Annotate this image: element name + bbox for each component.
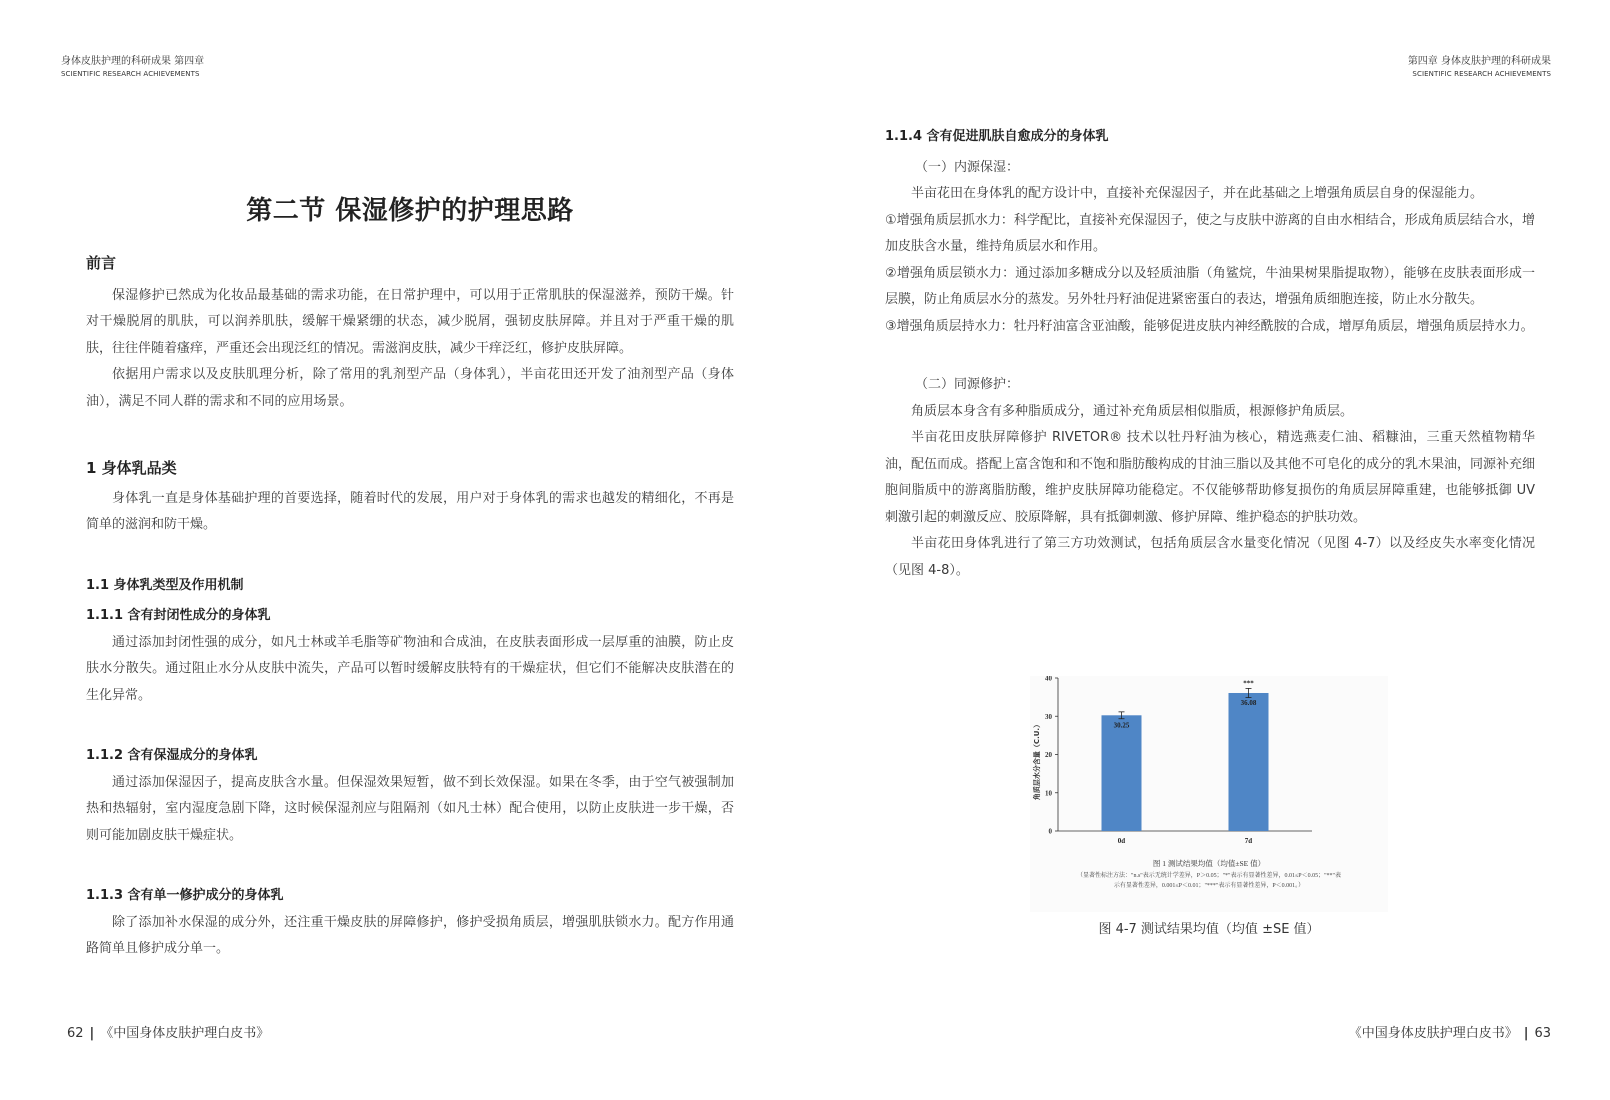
figure-note-line-1: （显著性标注方法："n.s"表示无统计学差异，P＞0.05；"*"表示有显著性差异，0.01≤P＜0.05；"**"表 <box>1077 873 1341 879</box>
book-title: 《中国身体皮肤护理白皮书》 <box>100 1026 270 1041</box>
body-paragraph: 角质层本身含有多种脂质成分，通过补充角质层相似脂质，根源修护角质层。 <box>911 403 1354 419</box>
subheading-same-source-repair: （二）同源修护： <box>915 377 1020 392</box>
body-paragraph: 半亩花田身体乳进行了第三方功效测试，包括角质层含水量变化情况（见图 4-7）以及经皮失水率变化情况（见图 4-8）。 <box>885 536 1535 578</box>
body-paragraph: 半亩花田皮肤屏障修护 RIVETOR® 技术以牡丹籽油为核心，精选燕麦仁油、稻糠油，三重天然植物精华油，配伍而成。搭配上富含饱和和不饱和脂肪酸构成的甘油三脂以及其他不可皂化的成分的乳木果油，同源补充细胞间脂质中的游离脂肪酸，维护皮肤屏障功能稳定。不仅能够帮助修复损伤的角质层屏障重建，也能够抵御 UV 刺激引起的刺激反应、胶原降解，具有抵御刺激、修护屏障、维护稳态的护肤功效。 <box>885 430 1536 525</box>
significance-label: *** <box>1243 679 1254 688</box>
y-tick-label: 40 <box>1045 676 1052 683</box>
section-title: 第二节 保湿修护的护理思路 <box>246 196 574 226</box>
y-tick-label: 30 <box>1045 712 1052 721</box>
running-head-subtitle: SCIENTIFIC RESEARCH ACHIEVEMENTS <box>1412 70 1551 78</box>
bar-chart <box>1030 676 1388 912</box>
heading-1-1-1: 1.1.1 含有封闭性成分的身体乳 <box>86 608 271 623</box>
data-label: 30.25 <box>1113 721 1130 730</box>
y-axis-label: 角质层水分含量（C.U.） <box>1033 720 1041 801</box>
heading-1-1: 1.1 身体乳类型及作用机制 <box>86 577 244 593</box>
body-paragraph: 除了添加补水保湿的成分外，还注重干燥皮肤的屏障修护，修护受损角质层，增强肌肤锁水力。配方作用通路简单且修护成分单一。 <box>86 914 734 956</box>
body-paragraph: 通过添加保湿因子，提高皮肤含水量。但保湿效果短暂，做不到长效保湿。如果在冬季，由于空气被强制加热和热辐射，室内湿度急剧下降，这时候保湿剂应与阻隔剂（如凡士林）配合使用，以防止皮肤进一步干燥，否则可能加剧皮肤干燥症状。 <box>86 774 734 843</box>
list-item: ③增强角质层持水力：牡丹籽油富含亚油酸，能够促进皮肤内神经酰胺的合成，增厚角质层，增强角质层持水力。 <box>885 318 1534 334</box>
running-head-title: 身体皮肤护理的科研成果 第四章 <box>61 56 205 67</box>
y-tick-label: 20 <box>1045 751 1052 759</box>
heading-1-1-2: 1.1.2 含有保湿成分的身体乳 <box>86 748 258 763</box>
heading-1-1-3: 1.1.3 含有单一修护成分的身体乳 <box>86 888 284 903</box>
bar <box>1229 693 1269 831</box>
preface-paragraph: 依据用户需求以及皮肤肌理分析，除了常用的乳剂型产品（身体乳），半亩花田还开发了油剂型产品（身体油），满足不同人群的需求和不同的应用场景。 <box>86 367 734 409</box>
figure-4-7 <box>1030 676 1388 912</box>
heading-1: 1 身体乳品类 <box>86 459 177 477</box>
y-tick-label: 0 <box>1048 827 1052 836</box>
bar <box>1102 715 1142 831</box>
page-number: 62 <box>67 1026 84 1041</box>
body-paragraph: 通过添加封闭性强的成分，如凡士林或羊毛脂等矿物油和合成油，在皮肤表面形成一层厚重的油膜，防止皮肤水分散失。通过阻止水分从皮肤中流失，产品可以暂时缓解皮肤特有的干燥症状，但它们不能解决皮肤潜在的生化异常。 <box>86 634 734 703</box>
figure-inner-caption: 图 1 测试结果均值（均值±SE 值） <box>1152 859 1266 868</box>
figure-note-line-2: 示有显著性差异，0.001≤P＜0.01；"***"表示有显著性差异，P＜0.001。） <box>1113 883 1305 889</box>
book-title: 《中国身体皮肤护理白皮书》 <box>1348 1026 1518 1041</box>
chart-layer <box>1032 676 1312 845</box>
running-head-title: 第四章 身体皮肤护理的科研成果 <box>1407 56 1551 67</box>
folio-separator: | <box>89 1026 95 1041</box>
preface-paragraph: 保湿修护已然成为化妆品最基础的需求功能，在日常护理中，可以用于正常肌肤的保湿滋养，预防干燥。针对干燥脱屑的肌肤，可以润养肌肤，缓解干燥紧绷的状态，减少脱屑，强韧皮肤屏障。并且对于严重干燥的肌肤，往往伴随着瘙痒，严重还会出现泛红的情况。需滋润皮肤，减少干痒泛红，修护皮肤屏障。 <box>86 287 734 356</box>
x-tick-label: 7d <box>1244 837 1253 845</box>
right-content <box>885 120 1535 584</box>
subheading-inner-moisture: （一）内源保湿： <box>915 159 1020 175</box>
heading-1-1-4: 1.1.4 含有促进肌肤自愈成分的身体乳 <box>885 129 1109 144</box>
page-footer <box>67 1022 269 1041</box>
preface-heading: 前言 <box>86 254 117 272</box>
y-tick-label: 10 <box>1045 789 1052 798</box>
x-tick-label: 0d <box>1117 837 1126 845</box>
left-content <box>86 250 734 963</box>
running-head <box>61 55 204 79</box>
running-head-subtitle: SCIENTIFIC RESEARCH ACHIEVEMENTS <box>61 70 200 78</box>
body-paragraph: 半亩花田在身体乳的配方设计中，直接补充保湿因子，并在此基础之上增强角质层自身的保湿能力。 <box>911 186 1484 201</box>
folio-separator: | <box>1523 1026 1529 1041</box>
page-footer <box>1349 1022 1551 1041</box>
figure-caption: 图 4-7 测试结果均值（均值 ±SE 值） <box>1098 922 1320 937</box>
running-head <box>1408 55 1551 79</box>
page-number: 63 <box>1534 1026 1551 1041</box>
body-paragraph: 身体乳一直是身体基础护理的首要选择，随着时代的发展，用户对于身体乳的需求也越发的精细化，不再是简单的滋润和防干燥。 <box>86 490 734 532</box>
list-item: ①增强角质层抓水力：科学配比，直接补充保湿因子，使之与皮肤中游离的自由水相结合，形成角质层结合水，增加皮肤含水量，维持角质层水和作用。 <box>885 212 1535 254</box>
list-item: ②增强角质层锁水力：通过添加多糖成分以及轻质油脂（角鲨烷，牛油果树果脂提取物），能够在皮肤表面形成一层膜，防止角质层水分的蒸发。另外牡丹籽油促进紧密蛋白的表达，增强角质细胞连接，防止水分散失。 <box>885 265 1535 307</box>
data-label: 36.08 <box>1240 698 1257 707</box>
